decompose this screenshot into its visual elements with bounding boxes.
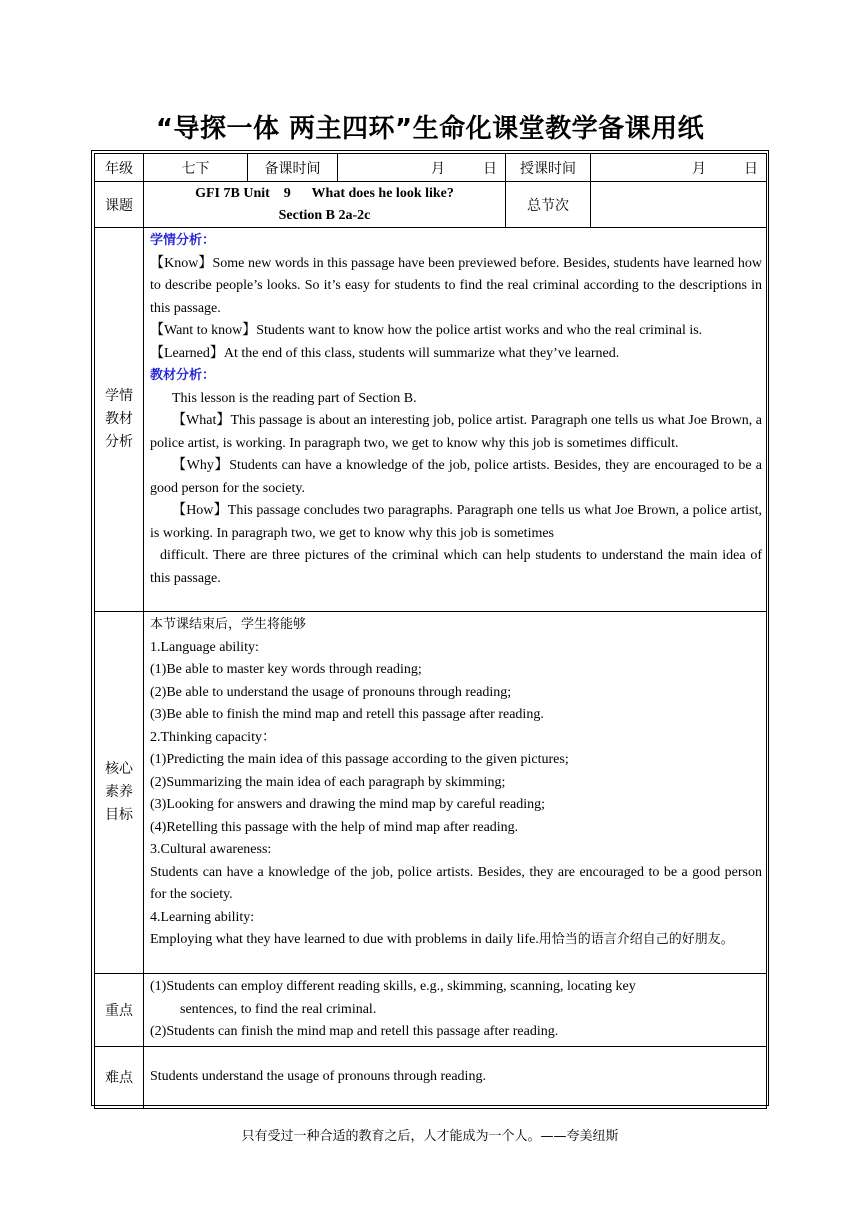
thinking-item-4: (4)Retelling this passage with the help of mind map after reading. (150, 819, 519, 835)
header-row (95, 154, 767, 182)
analysis-content (144, 228, 767, 612)
why-paragraph: 【Why】Students can have a knowledge of the job, police artists. Besides, they are encouraged to be a good person for the society. (150, 458, 762, 496)
want-paragraph: 【Want to know】Students want to know how the police artist works and who the real criminal is. (150, 323, 703, 338)
footer-quote: 只有受过一种合适的教育之后，人才能成为一个人。——夸美纽斯 (241, 1129, 619, 1144)
teach-time-label: 授课时间 (506, 154, 591, 182)
grade-value: 七下 (144, 154, 248, 182)
language-item-2: (2)Be able to understand the usage of pronouns through reading; (150, 684, 512, 700)
cultural-heading: 3.Cultural awareness: (150, 842, 272, 857)
analysis-label: 学情 教材 分析 (95, 228, 144, 612)
teach-month: 月 (692, 160, 706, 177)
know-paragraph: 【Know】Some new words in this passage have been previewed before. Besides, students have learned how to describe people’s looks. So it’s easy for students to find the real criminal according to the descriptions in this passage. (150, 255, 762, 316)
lesson-count-label: 总节次 (506, 182, 591, 228)
prep-time-label: 备课时间 (248, 154, 338, 182)
learning-text (150, 929, 762, 952)
difficulties-label: 难点 (95, 1046, 144, 1108)
difficulties-row (95, 1046, 767, 1108)
key-points-content (144, 974, 767, 1047)
thinking-item-3: (3)Looking for answers and drawing the mind map by careful reading; (150, 797, 545, 812)
learning-heading: 4.Learning ability: (150, 909, 255, 925)
key-point-1: (1)Students can employ different reading skills, e.g., skimming, scanning, locating key (150, 979, 636, 994)
what-paragraph: 【What】This passage is about an interesting job, police artist. Paragraph one tells us what Joe Brown, a police artist, is working. In paragraph two, we get to know why this job is sometimes difficult. (150, 413, 762, 451)
topic-line-1: GFI 7B Unit 9 What does he look like? (195, 185, 454, 201)
thinking-item-2: (2)Summarizing the main idea of each paragraph by skimming; (150, 774, 506, 790)
topic-label: 课题 (95, 182, 144, 228)
language-item-1: (1)Be able to master key words through reading; (150, 662, 422, 677)
material-analysis-heading: 教材分析： (150, 368, 216, 383)
difficulties-content: Students understand the usage of pronouns through reading. (144, 1046, 767, 1108)
goals-label: 核心 素养 目标 (95, 612, 144, 974)
thinking-heading: 2.Thinking capacity： (150, 729, 276, 745)
language-item-3: (3)Be able to finish the mind map and retell this passage after reading. (150, 707, 544, 722)
goals-content (144, 612, 767, 974)
key-point-1-cont: sentences, to find the real criminal. (180, 1001, 377, 1017)
prep-day: 日 (483, 160, 497, 177)
goals-row (95, 612, 767, 974)
teach-day: 日 (744, 160, 758, 177)
analysis-row (95, 228, 767, 612)
how-paragraph: 【How】This passage concludes two paragraphs. Paragraph one tells us what Joe Brown, a police artist, is working. In paragraph two, we get to know why this job is sometimes (150, 503, 762, 541)
lesson-count-value (591, 182, 767, 228)
language-heading: 1.Language ability: (150, 639, 259, 655)
topic-line-2: Section B 2a-2c (278, 207, 371, 223)
learning-text-en: Employing what they have learned to due with problems in daily life. (150, 932, 539, 947)
topic-row (95, 182, 767, 228)
intro-paragraph: This lesson is the reading part of Section B. (172, 390, 417, 406)
goals-intro: 本节课结束后，学生将能够 (150, 617, 307, 632)
prep-month: 月 (431, 160, 445, 177)
teach-time-value (591, 154, 767, 182)
learned-paragraph: 【Learned】At the end of this class, students will summarize what they’ve learned. (150, 345, 620, 361)
prep-time-value (338, 154, 506, 182)
learning-text-zh: 用恰当的语言介绍自己的好朋友。 (538, 932, 734, 947)
key-points-row (95, 974, 767, 1047)
page-title: “导探一体 两主四环”生命化课堂教学备课用纸 (155, 114, 705, 144)
lesson-plan-table (94, 153, 767, 1109)
key-points-label: 重点 (95, 974, 144, 1047)
key-point-2: (2)Students can finish the mind map and retell this passage after reading. (150, 1024, 559, 1039)
grade-label: 年级 (95, 154, 144, 182)
thinking-item-1: (1)Predicting the main idea of this passage according to the given pictures; (150, 752, 569, 767)
student-analysis-heading: 学情分析： (150, 233, 216, 248)
cultural-text: Students can have a knowledge of the job, police artists. Besides, they are encouraged to be a good person for the society. (150, 864, 762, 902)
topic-value (144, 182, 506, 228)
how-paragraph-cont: difficult. There are three pictures of the criminal which can help students to understand the main idea of this passage. (150, 548, 762, 586)
